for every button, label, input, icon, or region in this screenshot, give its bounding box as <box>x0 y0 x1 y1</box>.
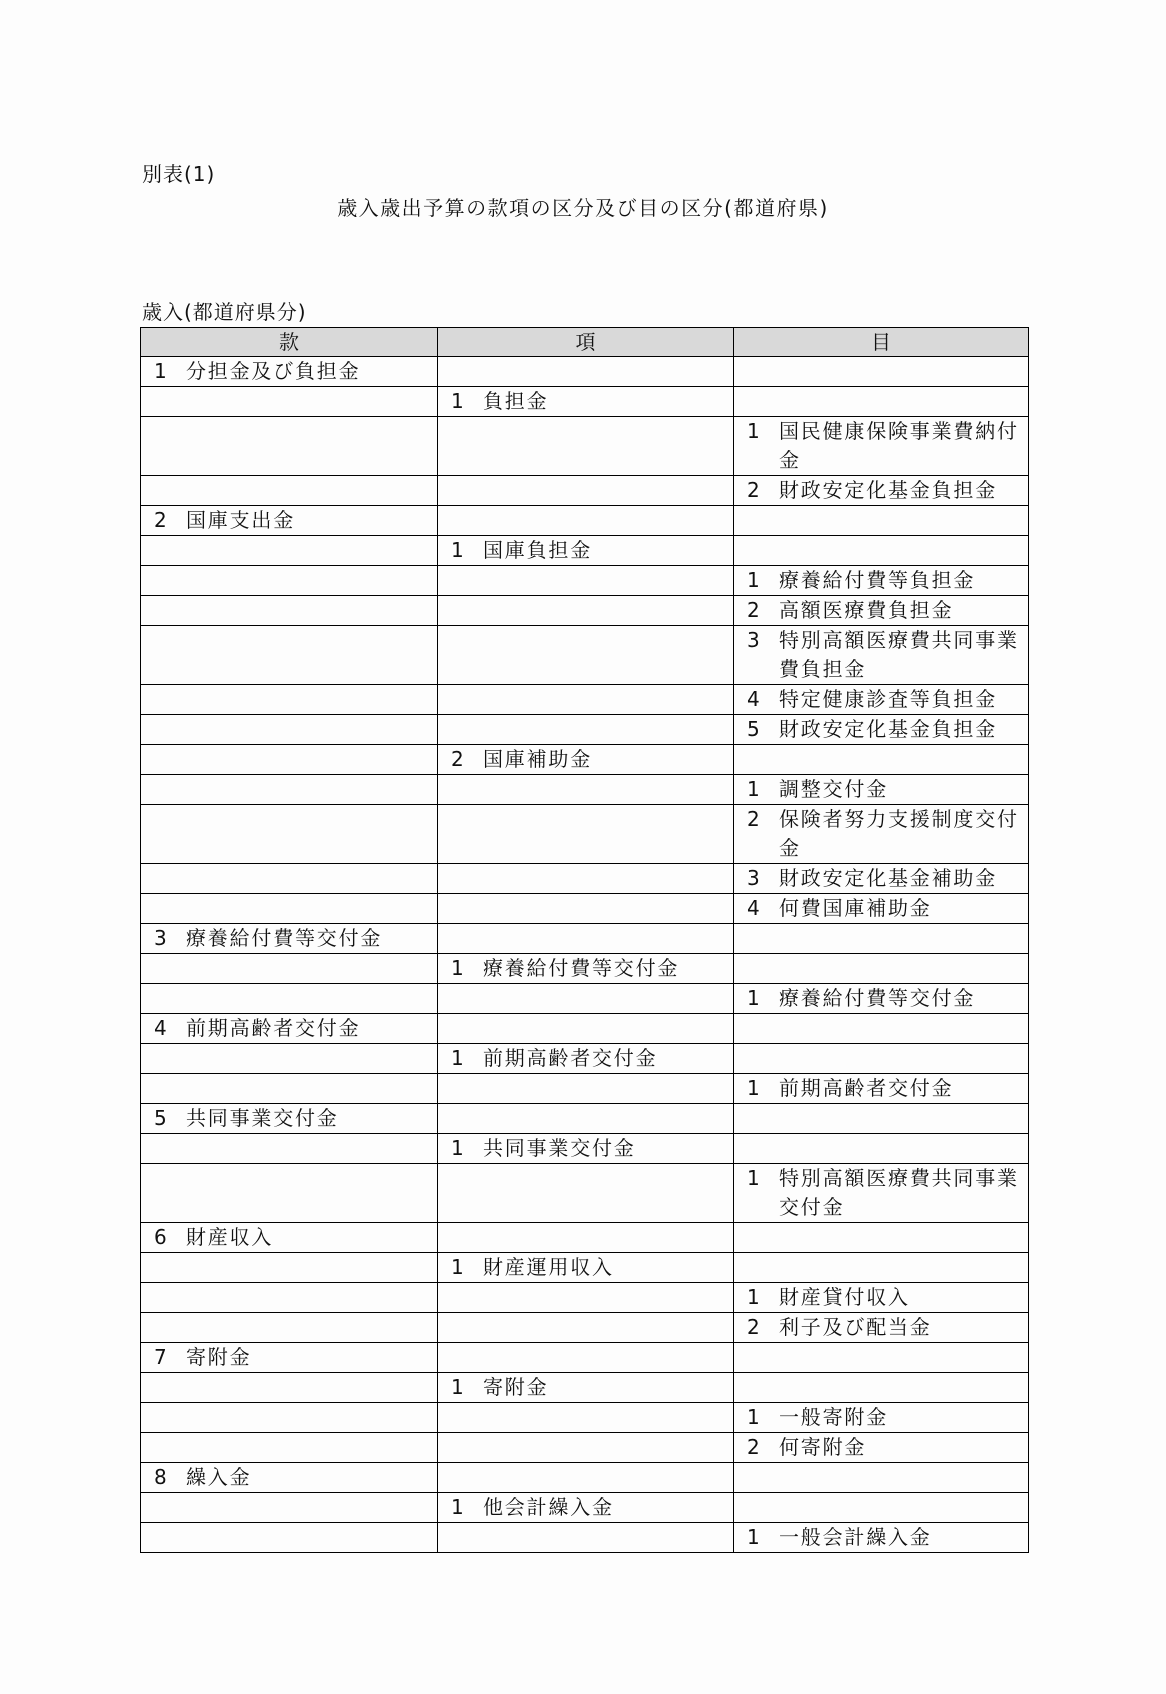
table-header-row <box>141 328 1029 357</box>
cell-kan <box>141 1463 438 1493</box>
header-kou: 項 <box>438 328 734 357</box>
table-row <box>141 715 1029 745</box>
entry-text: 療養給付費等交付金 <box>779 986 976 1010</box>
entry-number: 5 <box>747 717 760 741</box>
entry-text: 国庫支出金 <box>186 508 295 532</box>
table-row <box>141 1223 1029 1253</box>
entry-text: 前期高齢者交付金 <box>483 1046 658 1070</box>
cell-kan <box>141 1253 438 1283</box>
table-row <box>141 1164 1029 1223</box>
entry-number: 1 <box>451 956 464 980</box>
kan-entry <box>141 506 437 535</box>
cell-moku <box>734 1463 1029 1493</box>
cell-kan <box>141 805 438 864</box>
entry-text: 保険者努力支援制度交付金 <box>779 807 1019 860</box>
cell-kan <box>141 1343 438 1373</box>
cell-kan <box>141 1134 438 1164</box>
table-row <box>141 1373 1029 1403</box>
entry-text: 療養給付費等交付金 <box>483 956 680 980</box>
table-row <box>141 984 1029 1014</box>
cell-moku <box>734 715 1029 745</box>
kan-entry <box>141 1014 437 1043</box>
cell-moku <box>734 805 1029 864</box>
cell-kan <box>141 954 438 984</box>
cell-moku <box>734 476 1029 506</box>
moku-entry <box>734 805 1028 863</box>
entry-number: 7 <box>154 1345 167 1369</box>
cell-moku <box>734 924 1029 954</box>
moku-entry <box>734 1164 1028 1222</box>
table-row <box>141 775 1029 805</box>
cell-moku <box>734 1493 1029 1523</box>
table-row <box>141 1433 1029 1463</box>
cell-kou <box>438 1074 734 1104</box>
cell-kan <box>141 864 438 894</box>
cell-kou <box>438 536 734 566</box>
cell-moku <box>734 626 1029 685</box>
table-row <box>141 1044 1029 1074</box>
cell-kou <box>438 924 734 954</box>
table-row <box>141 626 1029 685</box>
cell-moku <box>734 357 1029 387</box>
header-moku: 目 <box>734 328 1029 357</box>
kou-entry <box>438 1134 733 1163</box>
entry-text: 財政安定化基金補助金 <box>779 866 997 890</box>
entry-text: 共同事業交付金 <box>186 1106 339 1130</box>
table-row <box>141 566 1029 596</box>
entry-text: 何費国庫補助金 <box>779 896 932 920</box>
table-row <box>141 1134 1029 1164</box>
cell-moku <box>734 1433 1029 1463</box>
cell-kou <box>438 954 734 984</box>
entry-number: 2 <box>451 747 464 771</box>
cell-kou <box>438 1223 734 1253</box>
cell-kou <box>438 387 734 417</box>
entry-number: 2 <box>747 807 760 831</box>
table-row <box>141 1014 1029 1044</box>
kou-entry <box>438 1493 733 1522</box>
cell-kan <box>141 1104 438 1134</box>
entry-text: 共同事業交付金 <box>483 1136 636 1160</box>
moku-entry <box>734 775 1028 804</box>
entry-text: 前期高齢者交付金 <box>186 1016 361 1040</box>
cell-kan <box>141 1493 438 1523</box>
entry-number: 1 <box>747 568 760 592</box>
table-row <box>141 1074 1029 1104</box>
cell-kan <box>141 1044 438 1074</box>
entry-text: 財政安定化基金負担金 <box>779 717 997 741</box>
cell-kou <box>438 1493 734 1523</box>
cell-kou <box>438 864 734 894</box>
cell-moku <box>734 506 1029 536</box>
cell-kan <box>141 1523 438 1553</box>
table-row <box>141 1283 1029 1313</box>
entry-number: 1 <box>747 1076 760 1100</box>
moku-entry <box>734 626 1028 684</box>
moku-entry <box>734 685 1028 714</box>
cell-kou <box>438 476 734 506</box>
entry-number: 1 <box>747 1405 760 1429</box>
entry-text: 寄附金 <box>483 1375 549 1399</box>
kan-entry <box>141 1223 437 1252</box>
cell-kan <box>141 417 438 476</box>
table-row <box>141 1493 1029 1523</box>
cell-moku <box>734 685 1029 715</box>
table-row <box>141 954 1029 984</box>
entry-text: 療養給付費等交付金 <box>186 926 383 950</box>
kan-entry <box>141 357 437 386</box>
cell-moku <box>734 954 1029 984</box>
cell-kou <box>438 1164 734 1223</box>
cell-kou <box>438 1253 734 1283</box>
cell-kan <box>141 596 438 626</box>
cell-moku <box>734 745 1029 775</box>
cell-kan <box>141 715 438 745</box>
entry-number: 8 <box>154 1465 167 1489</box>
cell-moku <box>734 387 1029 417</box>
table-body <box>141 357 1029 1553</box>
cell-kou <box>438 1523 734 1553</box>
moku-entry <box>734 894 1028 923</box>
entry-text: 特定健康診査等負担金 <box>779 687 997 711</box>
cell-kan <box>141 924 438 954</box>
cell-kou <box>438 1433 734 1463</box>
cell-moku <box>734 1373 1029 1403</box>
cell-kou <box>438 1313 734 1343</box>
entry-text: 他会計繰入金 <box>483 1495 614 1519</box>
entry-number: 1 <box>747 986 760 1010</box>
moku-entry <box>734 1283 1028 1312</box>
entry-text: 前期高齢者交付金 <box>779 1076 954 1100</box>
kou-entry <box>438 536 733 565</box>
table-row <box>141 745 1029 775</box>
moku-entry <box>734 476 1028 505</box>
kou-entry <box>438 387 733 416</box>
table-row <box>141 1523 1029 1553</box>
cell-kou <box>438 715 734 745</box>
cell-kou <box>438 1403 734 1433</box>
table-row <box>141 506 1029 536</box>
cell-moku <box>734 775 1029 805</box>
cell-kou <box>438 1134 734 1164</box>
table-row <box>141 357 1029 387</box>
cell-kan <box>141 894 438 924</box>
cell-kou <box>438 984 734 1014</box>
document-title: 歳入歳出予算の款項の区分及び目の区分(都道府県) <box>337 196 829 220</box>
cell-moku <box>734 1044 1029 1074</box>
entry-text: 財産運用収入 <box>483 1255 614 1279</box>
cell-kou <box>438 685 734 715</box>
moku-entry <box>734 566 1028 595</box>
table-row <box>141 417 1029 476</box>
cell-moku <box>734 1253 1029 1283</box>
cell-moku <box>734 1074 1029 1104</box>
entry-text: 調整交付金 <box>779 777 888 801</box>
entry-text: 特別高額医療費共同事業交付金 <box>779 1166 1019 1219</box>
table-row <box>141 1343 1029 1373</box>
entry-number: 4 <box>747 687 760 711</box>
moku-entry <box>734 1523 1028 1552</box>
entry-text: 療養給付費等負担金 <box>779 568 976 592</box>
cell-moku <box>734 1014 1029 1044</box>
cell-moku <box>734 1164 1029 1223</box>
cell-kan <box>141 626 438 685</box>
entry-number: 1 <box>747 1166 760 1190</box>
cell-kan <box>141 1403 438 1433</box>
cell-kan <box>141 357 438 387</box>
cell-kou <box>438 566 734 596</box>
cell-kan <box>141 1074 438 1104</box>
cell-moku <box>734 1283 1029 1313</box>
table-row <box>141 1463 1029 1493</box>
kou-entry <box>438 1373 733 1402</box>
table-row <box>141 1313 1029 1343</box>
kou-entry <box>438 954 733 983</box>
table-row <box>141 805 1029 864</box>
cell-kan <box>141 1223 438 1253</box>
entry-number: 1 <box>451 538 464 562</box>
cell-kan <box>141 745 438 775</box>
entry-number: 1 <box>747 777 760 801</box>
kan-entry <box>141 1463 437 1492</box>
cell-kou <box>438 506 734 536</box>
entry-number: 3 <box>154 926 167 950</box>
entry-number: 1 <box>451 1495 464 1519</box>
entry-number: 2 <box>747 478 760 502</box>
moku-entry <box>734 1433 1028 1462</box>
moku-entry <box>734 1403 1028 1432</box>
entry-text: 寄附金 <box>186 1345 252 1369</box>
kan-entry <box>141 1104 437 1133</box>
table-row <box>141 476 1029 506</box>
entry-text: 繰入金 <box>186 1465 252 1489</box>
cell-kan <box>141 1313 438 1343</box>
moku-entry <box>734 1313 1028 1342</box>
moku-entry <box>734 596 1028 625</box>
entry-text: 分担金及び負担金 <box>186 359 361 383</box>
table-row <box>141 387 1029 417</box>
table-row <box>141 864 1029 894</box>
entry-text: 国民健康保険事業費納付金 <box>779 419 1019 472</box>
entry-text: 負担金 <box>483 389 549 413</box>
table-row <box>141 1104 1029 1134</box>
cell-moku <box>734 1313 1029 1343</box>
table-row <box>141 685 1029 715</box>
annex-label: 別表(1) <box>142 162 216 186</box>
entry-text: 特別高額医療費共同事業費負担金 <box>779 628 1019 681</box>
table-row <box>141 894 1029 924</box>
entry-number: 1 <box>451 389 464 413</box>
header-kan: 款 <box>141 328 438 357</box>
entry-text: 財産収入 <box>186 1225 274 1249</box>
cell-kan <box>141 566 438 596</box>
cell-moku <box>734 984 1029 1014</box>
entry-number: 5 <box>154 1106 167 1130</box>
table-row <box>141 1253 1029 1283</box>
entry-text: 一般寄附金 <box>779 1405 888 1429</box>
cell-kou <box>438 1463 734 1493</box>
table-row <box>141 1403 1029 1433</box>
kan-entry <box>141 1343 437 1372</box>
cell-moku <box>734 536 1029 566</box>
entry-number: 3 <box>747 866 760 890</box>
cell-moku <box>734 1104 1029 1134</box>
entry-number: 1 <box>451 1136 464 1160</box>
entry-number: 1 <box>747 1285 760 1309</box>
entry-text: 財産貸付収入 <box>779 1285 910 1309</box>
cell-moku <box>734 864 1029 894</box>
cell-kou <box>438 775 734 805</box>
cell-moku <box>734 894 1029 924</box>
entry-text: 何寄附金 <box>779 1435 867 1459</box>
cell-kan <box>141 476 438 506</box>
entry-text: 国庫補助金 <box>483 747 592 771</box>
budget-classification-table <box>140 327 1029 1553</box>
entry-number: 1 <box>451 1255 464 1279</box>
entry-number: 2 <box>747 1315 760 1339</box>
table-row <box>141 924 1029 954</box>
cell-kou <box>438 1044 734 1074</box>
moku-entry <box>734 417 1028 475</box>
moku-entry <box>734 864 1028 893</box>
cell-kan <box>141 1433 438 1463</box>
cell-kan <box>141 775 438 805</box>
entry-number: 1 <box>747 1525 760 1549</box>
cell-kan <box>141 387 438 417</box>
entry-number: 4 <box>154 1016 167 1040</box>
entry-number: 2 <box>747 598 760 622</box>
entry-number: 1 <box>451 1375 464 1399</box>
entry-number: 6 <box>154 1225 167 1249</box>
cell-moku <box>734 1223 1029 1253</box>
cell-kou <box>438 1104 734 1134</box>
table-row <box>141 536 1029 566</box>
cell-kan <box>141 1283 438 1313</box>
cell-moku <box>734 596 1029 626</box>
entry-number: 2 <box>154 508 167 532</box>
cell-kan <box>141 536 438 566</box>
cell-kou <box>438 357 734 387</box>
cell-moku <box>734 1134 1029 1164</box>
cell-kou <box>438 596 734 626</box>
section-label: 歳入(都道府県分) <box>142 300 307 324</box>
cell-moku <box>734 566 1029 596</box>
kou-entry <box>438 1044 733 1073</box>
cell-kou <box>438 1014 734 1044</box>
entry-number: 2 <box>747 1435 760 1459</box>
cell-moku <box>734 1403 1029 1433</box>
entry-number: 1 <box>154 359 167 383</box>
cell-kan <box>141 1164 438 1223</box>
cell-kou <box>438 1283 734 1313</box>
kan-entry <box>141 924 437 953</box>
entry-text: 財政安定化基金負担金 <box>779 478 997 502</box>
cell-kou <box>438 1373 734 1403</box>
entry-number: 1 <box>451 1046 464 1070</box>
entry-text: 高額医療費負担金 <box>779 598 954 622</box>
entry-number: 3 <box>747 628 760 652</box>
cell-kan <box>141 984 438 1014</box>
entry-number: 1 <box>747 419 760 443</box>
moku-entry <box>734 1074 1028 1103</box>
cell-kan <box>141 1373 438 1403</box>
cell-kou <box>438 417 734 476</box>
cell-kou <box>438 626 734 685</box>
cell-kan <box>141 685 438 715</box>
cell-kou <box>438 805 734 864</box>
kou-entry <box>438 1253 733 1282</box>
moku-entry <box>734 715 1028 744</box>
cell-kan <box>141 506 438 536</box>
cell-kou <box>438 894 734 924</box>
moku-entry <box>734 984 1028 1013</box>
cell-moku <box>734 1523 1029 1553</box>
cell-kou <box>438 1343 734 1373</box>
cell-kou <box>438 745 734 775</box>
entry-text: 国庫負担金 <box>483 538 592 562</box>
kou-entry <box>438 745 733 774</box>
cell-moku <box>734 417 1029 476</box>
entry-number: 4 <box>747 896 760 920</box>
cell-kan <box>141 1014 438 1044</box>
entry-text: 利子及び配当金 <box>779 1315 932 1339</box>
cell-moku <box>734 1343 1029 1373</box>
entry-text: 一般会計繰入金 <box>779 1525 932 1549</box>
table-row <box>141 596 1029 626</box>
